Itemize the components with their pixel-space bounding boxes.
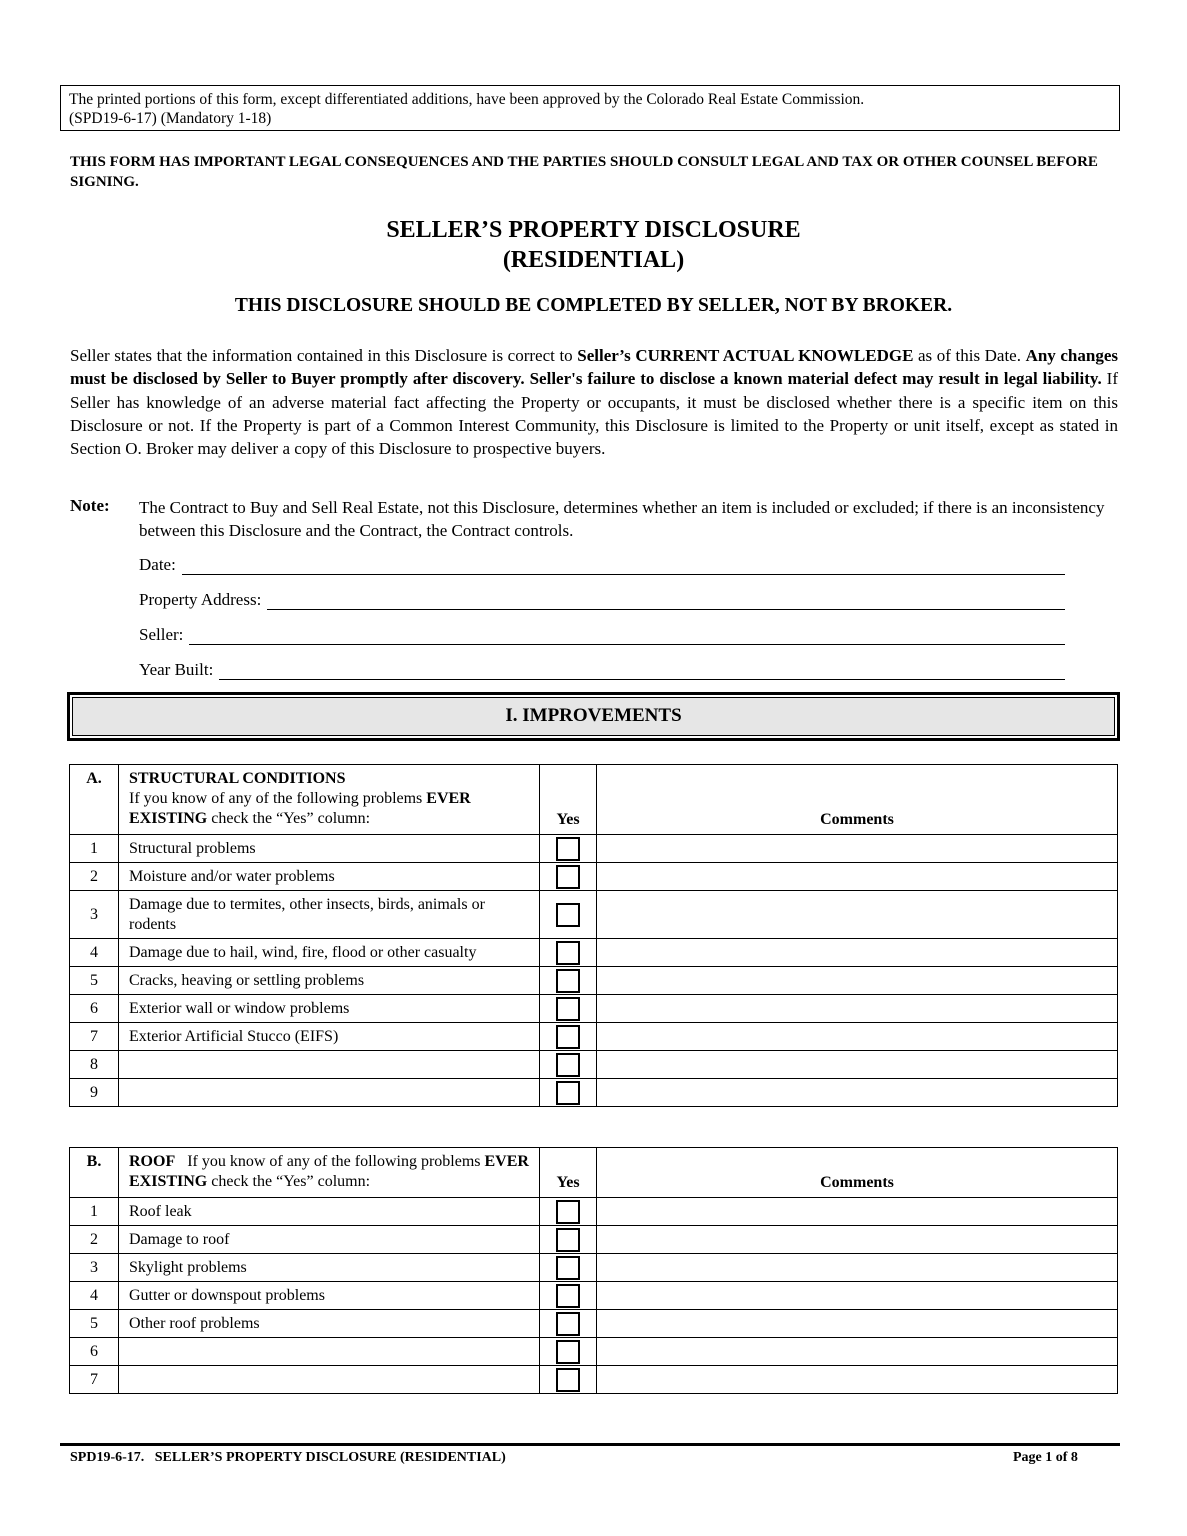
title-line2: (RESIDENTIAL) bbox=[502, 247, 685, 273]
table-row bbox=[70, 995, 1118, 1023]
row-description: Skylight problems bbox=[119, 1254, 540, 1282]
row-number: 3 bbox=[70, 1254, 119, 1282]
row-description bbox=[119, 1338, 540, 1366]
yes-cell bbox=[540, 891, 597, 939]
page-number: Page 1 of 8 bbox=[1013, 1450, 1078, 1465]
form-code: (SPD19-6-17) (Mandatory 1-18) bbox=[69, 110, 272, 127]
row-number: 2 bbox=[70, 1226, 119, 1254]
row-description bbox=[119, 1366, 540, 1394]
table-row bbox=[70, 1310, 1118, 1338]
row-description: Exterior Artificial Stucco (EIFS) bbox=[119, 1023, 540, 1051]
intro-bold: Seller’s CURRENT ACTUAL KNOWLEDGE bbox=[577, 346, 914, 365]
yes-checkbox[interactable] bbox=[556, 1053, 580, 1077]
yes-cell bbox=[540, 1338, 597, 1366]
page-subtitle: THIS DISCLOSURE SHOULD BE COMPLETED BY SELLER, NOT BY BROKER. bbox=[234, 295, 953, 316]
yes-checkbox[interactable] bbox=[556, 1284, 580, 1308]
instruction-text: If you know of any of the following problems bbox=[187, 1153, 485, 1170]
intro-text: If Seller has knowledge of an adverse material fact affecting the Property or occupants, it must be disclosed whether there is a specific item on this Disclosure or not. If the Property is part of a Common Interest Community, this Disclosure is limited to the Property or unit itself, except as stated in Section O. Broker may deliver a copy of this Disclosure to prospective buyers. bbox=[70, 369, 1118, 459]
property-address-field[interactable] bbox=[139, 590, 1065, 610]
row-description: Roof leak bbox=[119, 1198, 540, 1226]
comments-cell[interactable] bbox=[597, 1310, 1118, 1338]
yes-checkbox[interactable] bbox=[556, 903, 580, 927]
section-heading-title: STRUCTURAL CONDITIONS bbox=[129, 770, 346, 787]
intro-bold: Any changes must be disclosed by Seller to Buyer promptly after discovery. Seller's failure to disclose a known material defect may result in legal liability. bbox=[70, 346, 1118, 389]
row-number: 3 bbox=[70, 891, 119, 939]
yes-checkbox[interactable] bbox=[556, 1081, 580, 1105]
row-description: Other roof problems bbox=[119, 1310, 540, 1338]
yes-checkbox[interactable] bbox=[556, 1368, 580, 1392]
note-text: The Contract to Buy and Sell Real Estate, not this Disclosure, determines whether an item is included or excluded; if there is an inconsistency between this Disclosure and the Contract, the Contract controls. bbox=[139, 498, 1105, 541]
table-row bbox=[70, 863, 1118, 891]
comments-cell[interactable] bbox=[597, 995, 1118, 1023]
yes-cell bbox=[540, 1366, 597, 1394]
comments-cell[interactable] bbox=[597, 967, 1118, 995]
yes-checkbox[interactable] bbox=[556, 1228, 580, 1252]
approval-notice-box bbox=[60, 85, 1120, 131]
yes-checkbox[interactable] bbox=[556, 865, 580, 889]
intro-text: as of this Date. bbox=[913, 346, 1026, 365]
table-row bbox=[70, 967, 1118, 995]
yes-cell bbox=[540, 967, 597, 995]
instruction-text: If you know of any of the following problems bbox=[129, 790, 427, 807]
instruction-text: check the “Yes” column: bbox=[207, 1173, 371, 1190]
section-heading bbox=[119, 1148, 540, 1198]
yes-checkbox[interactable] bbox=[556, 1312, 580, 1336]
date-field[interactable] bbox=[139, 555, 1065, 575]
yes-cell bbox=[540, 939, 597, 967]
table-row bbox=[70, 1254, 1118, 1282]
comments-cell[interactable] bbox=[597, 1023, 1118, 1051]
property-address-input[interactable] bbox=[267, 591, 1065, 610]
legal-warning: THIS FORM HAS IMPORTANT LEGAL CONSEQUENCES AND THE PARTIES SHOULD CONSULT LEGAL AND TAX OR OTHER COUNSEL BEFORE SIGNING. bbox=[70, 154, 1098, 190]
comments-cell[interactable] bbox=[597, 891, 1118, 939]
row-description: Damage due to hail, wind, fire, flood or other casualty bbox=[119, 939, 540, 967]
instruction-text: check the “Yes” column: bbox=[207, 810, 371, 827]
comments-cell[interactable] bbox=[597, 1198, 1118, 1226]
table-row bbox=[70, 1023, 1118, 1051]
title-line1: SELLER’S PROPERTY DISCLOSURE bbox=[386, 217, 801, 243]
section-title: I. IMPROVEMENTS bbox=[72, 697, 1115, 736]
row-description: Gutter or downspout problems bbox=[119, 1282, 540, 1310]
row-description bbox=[119, 1051, 540, 1079]
yes-cell bbox=[540, 995, 597, 1023]
row-description: Cracks, heaving or settling problems bbox=[119, 967, 540, 995]
yes-checkbox[interactable] bbox=[556, 969, 580, 993]
yes-cell bbox=[540, 1198, 597, 1226]
intro-paragraph bbox=[70, 344, 1118, 460]
comments-cell[interactable] bbox=[597, 1254, 1118, 1282]
approval-text: The printed portions of this form, except differentiated additions, have been approved by the Colorado Real Estate Commission. bbox=[69, 91, 865, 108]
comments-cell[interactable] bbox=[597, 939, 1118, 967]
comments-column-header: Comments bbox=[597, 1148, 1118, 1198]
section-letter: B. bbox=[70, 1148, 119, 1198]
yes-checkbox[interactable] bbox=[556, 1340, 580, 1364]
comments-cell[interactable] bbox=[597, 835, 1118, 863]
yes-checkbox[interactable] bbox=[556, 1200, 580, 1224]
comments-cell[interactable] bbox=[597, 1079, 1118, 1107]
table-row bbox=[70, 1226, 1118, 1254]
comments-cell[interactable] bbox=[597, 1338, 1118, 1366]
yes-cell bbox=[540, 835, 597, 863]
table-row bbox=[70, 939, 1118, 967]
yes-checkbox[interactable] bbox=[556, 1025, 580, 1049]
table-row bbox=[70, 891, 1118, 939]
yes-column-header: Yes bbox=[540, 1148, 597, 1198]
yes-cell bbox=[540, 1079, 597, 1107]
row-number: 1 bbox=[70, 1198, 119, 1226]
seller-input[interactable] bbox=[189, 626, 1065, 645]
intro-text: Seller states that the information contained in this Disclosure is correct to bbox=[70, 346, 578, 365]
row-description: Exterior wall or window problems bbox=[119, 995, 540, 1023]
comments-cell[interactable] bbox=[597, 1226, 1118, 1254]
page-title bbox=[0, 215, 1187, 275]
yes-cell bbox=[540, 1051, 597, 1079]
row-number: 7 bbox=[70, 1023, 119, 1051]
table-row bbox=[70, 835, 1118, 863]
table-row bbox=[70, 1198, 1118, 1226]
year-built-input[interactable] bbox=[219, 661, 1065, 680]
row-description: Damage to roof bbox=[119, 1226, 540, 1254]
row-number: 6 bbox=[70, 1338, 119, 1366]
table-row bbox=[70, 1051, 1118, 1079]
row-number: 8 bbox=[70, 1051, 119, 1079]
row-number: 4 bbox=[70, 939, 119, 967]
table-row bbox=[70, 1079, 1118, 1107]
footer-divider bbox=[60, 1443, 1120, 1446]
yes-column-header: Yes bbox=[540, 765, 597, 835]
table-row bbox=[70, 1282, 1118, 1310]
row-number: 5 bbox=[70, 967, 119, 995]
footer-form-title: SPD19-6-17. SELLER’S PROPERTY DISCLOSURE (RESIDENTIAL) bbox=[70, 1450, 506, 1465]
row-number: 7 bbox=[70, 1366, 119, 1394]
section-heading bbox=[119, 765, 540, 835]
table-row bbox=[70, 1338, 1118, 1366]
comments-cell[interactable] bbox=[597, 863, 1118, 891]
row-description: Damage due to termites, other insects, birds, animals or rodents bbox=[119, 891, 540, 939]
row-description bbox=[119, 1079, 540, 1107]
comments-cell[interactable] bbox=[597, 1366, 1118, 1394]
field-label: Property Address: bbox=[139, 590, 262, 609]
yes-cell bbox=[540, 1254, 597, 1282]
yes-checkbox[interactable] bbox=[556, 997, 580, 1021]
row-description: Structural problems bbox=[119, 835, 540, 863]
yes-cell bbox=[540, 1310, 597, 1338]
yes-cell bbox=[540, 1023, 597, 1051]
structural-conditions-table bbox=[69, 764, 1118, 1107]
note-label: Note: bbox=[70, 496, 110, 515]
instruction-bold: EVER EXISTING bbox=[129, 1153, 529, 1190]
row-number: 9 bbox=[70, 1079, 119, 1107]
roof-table bbox=[69, 1147, 1118, 1394]
row-number: 5 bbox=[70, 1310, 119, 1338]
section-heading-title: ROOF bbox=[129, 1153, 176, 1170]
yes-cell bbox=[540, 1226, 597, 1254]
row-number: 4 bbox=[70, 1282, 119, 1310]
row-number: 6 bbox=[70, 995, 119, 1023]
year-built-field[interactable] bbox=[139, 660, 1065, 680]
field-label: Seller: bbox=[139, 625, 184, 644]
yes-cell bbox=[540, 863, 597, 891]
section-banner bbox=[67, 692, 1120, 741]
yes-checkbox[interactable] bbox=[556, 837, 580, 861]
yes-checkbox[interactable] bbox=[556, 1256, 580, 1280]
field-label: Date: bbox=[139, 555, 176, 574]
yes-checkbox[interactable] bbox=[556, 941, 580, 965]
yes-cell bbox=[540, 1282, 597, 1310]
comments-column-header: Comments bbox=[597, 765, 1118, 835]
seller-field[interactable] bbox=[139, 625, 1065, 645]
comments-cell[interactable] bbox=[597, 1282, 1118, 1310]
section-letter: A. bbox=[70, 765, 119, 835]
instruction-bold: EVER EXISTING bbox=[129, 790, 471, 827]
row-number: 1 bbox=[70, 835, 119, 863]
row-number: 2 bbox=[70, 863, 119, 891]
comments-cell[interactable] bbox=[597, 1051, 1118, 1079]
date-input[interactable] bbox=[182, 556, 1065, 575]
row-description: Moisture and/or water problems bbox=[119, 863, 540, 891]
field-label: Year Built: bbox=[139, 660, 214, 679]
table-row bbox=[70, 1366, 1118, 1394]
